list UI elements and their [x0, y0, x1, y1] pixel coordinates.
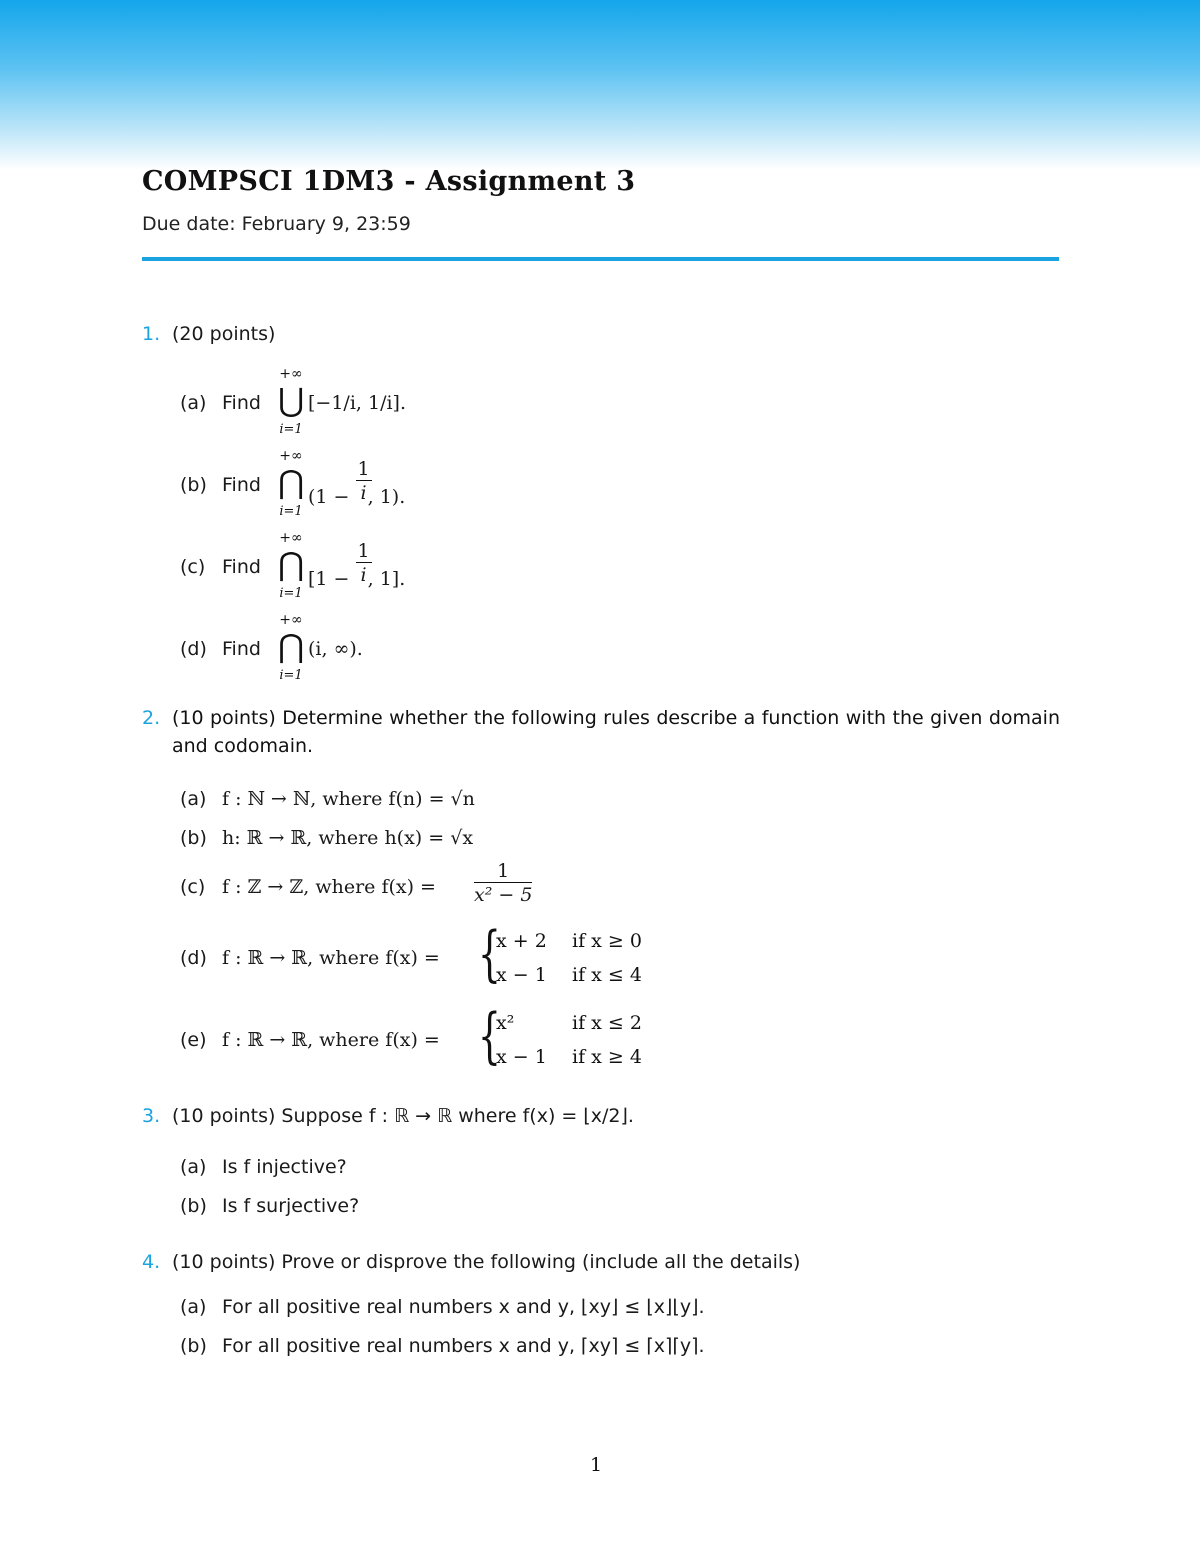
item-text: Is f injective?	[222, 1156, 347, 1178]
item-label: (d)	[180, 947, 207, 969]
item-find: Find	[222, 474, 261, 496]
operator-lower-limit: i=1	[279, 586, 303, 601]
q2-c-fraction	[474, 860, 532, 907]
question-text: (10 points) Prove or disprove the following (include all the details)	[172, 1251, 801, 1273]
item-label: (e)	[180, 1029, 207, 1051]
q1-item-a	[180, 392, 261, 414]
item-label: (c)	[180, 556, 206, 578]
question-3	[142, 1102, 1060, 1130]
item-label: (b)	[180, 1195, 207, 1217]
header-gradient-band	[0, 0, 1200, 170]
question-4	[142, 1248, 1060, 1276]
q2-item-c	[180, 876, 436, 898]
q3-item-b	[180, 1195, 359, 1217]
item-find: Find	[222, 638, 261, 660]
item-label: (a)	[180, 1156, 207, 1178]
case-2-condition: if x ≥ 4	[572, 1046, 642, 1068]
item-find: Find	[222, 556, 261, 578]
page-title: COMPSCI 1DM3 - Assignment 3	[142, 166, 636, 197]
item-label: (b)	[180, 1335, 207, 1357]
q3-item-a	[180, 1156, 347, 1178]
question-number: 2.	[142, 707, 161, 729]
operator-lower-limit: i=1	[279, 422, 303, 437]
item-text: f : ℕ → ℕ, where f(n) = √n	[222, 788, 475, 810]
intersection-symbol: ⋂	[278, 627, 305, 665]
question-text: (10 points) Suppose f : ℝ → ℝ where f(x) = ⌊x/2⌋.	[172, 1105, 634, 1127]
item-text: Is f surjective?	[222, 1195, 360, 1217]
item-label: (a)	[180, 1296, 207, 1318]
intersection-symbol: ⋂	[278, 463, 305, 501]
q1-item-c	[180, 556, 261, 578]
page-number: 1	[590, 1454, 603, 1476]
question-text: (10 points) Determine whether the following rules describe a function with the given domain and codomain.	[172, 707, 1060, 757]
q1-d-expression: (i, ∞).	[308, 638, 363, 660]
item-label: (b)	[180, 827, 207, 849]
header-divider	[142, 257, 1059, 261]
operator-upper-limit: +∞	[279, 530, 303, 546]
operator-lower-limit: i=1	[279, 504, 303, 519]
case-2-condition: if x ≤ 4	[572, 964, 642, 986]
case-2-value: x − 1	[496, 1046, 547, 1068]
union-symbol: ⋃	[278, 381, 305, 419]
q1-a-expression: [−1/i, 1/i].	[308, 392, 406, 414]
item-label: (a)	[180, 392, 207, 414]
intersection-symbol: ⋂	[278, 545, 305, 583]
item-label: (b)	[180, 474, 207, 496]
question-text: (20 points)	[172, 323, 276, 345]
case-2-value: x − 1	[496, 964, 547, 986]
case-1-condition: if x ≥ 0	[572, 930, 642, 952]
fraction: $\frac{1}{i}$	[357, 458, 370, 504]
fraction: $\frac{1}{i}$	[357, 540, 370, 586]
operator-upper-limit: +∞	[279, 612, 303, 628]
due-date: Due date: February 9, 23:59	[142, 213, 411, 235]
fraction: $\frac{1}{\text{x² − 5}}$	[474, 860, 533, 906]
q1-item-d	[180, 638, 261, 660]
item-text: For all positive real numbers x and y, ⌈xy⌉ ≤ ⌈x⌉⌈y⌉.	[222, 1335, 705, 1357]
operator-upper-limit: +∞	[279, 366, 303, 382]
question-number: 1.	[142, 323, 161, 345]
left-brace: {	[478, 919, 501, 989]
case-1-value: x²	[496, 1012, 515, 1034]
q1-item-b	[180, 474, 261, 496]
question-number: 3.	[142, 1105, 161, 1127]
item-label: (c)	[180, 876, 206, 898]
case-1-value: x + 2	[496, 930, 547, 952]
case-1-condition: if x ≤ 2	[572, 1012, 642, 1034]
item-text: h: ℝ → ℝ, where h(x) = √x	[222, 827, 474, 849]
q4-item-a	[180, 1296, 705, 1318]
q1-c-expression: [1 − $\frac{1}{i}$ , 1].	[308, 540, 406, 590]
q1-b-expression: (1 − $\frac{1}{i}$ , 1).	[308, 458, 406, 508]
operator-lower-limit: i=1	[279, 668, 303, 683]
item-text: f : ℤ → ℤ, where f(x) =	[222, 876, 436, 898]
item-label: (d)	[180, 638, 207, 660]
item-text: f : ℝ → ℝ, where f(x) =	[222, 1029, 440, 1051]
item-text: f : ℝ → ℝ, where f(x) =	[222, 947, 440, 969]
item-text: For all positive real numbers x and y, ⌊xy⌋ ≤ ⌊x⌋⌊y⌋.	[222, 1296, 705, 1318]
q2-item-d	[180, 947, 440, 969]
item-label: (a)	[180, 788, 207, 810]
left-brace: {	[478, 1001, 501, 1071]
question-number: 4.	[142, 1251, 161, 1273]
q2-item-a	[180, 788, 475, 810]
q2-item-b	[180, 827, 473, 849]
q4-item-b	[180, 1335, 705, 1357]
q2-item-e	[180, 1029, 440, 1051]
item-find: Find	[222, 392, 261, 414]
question-1	[142, 320, 1060, 348]
operator-upper-limit: +∞	[279, 448, 303, 464]
